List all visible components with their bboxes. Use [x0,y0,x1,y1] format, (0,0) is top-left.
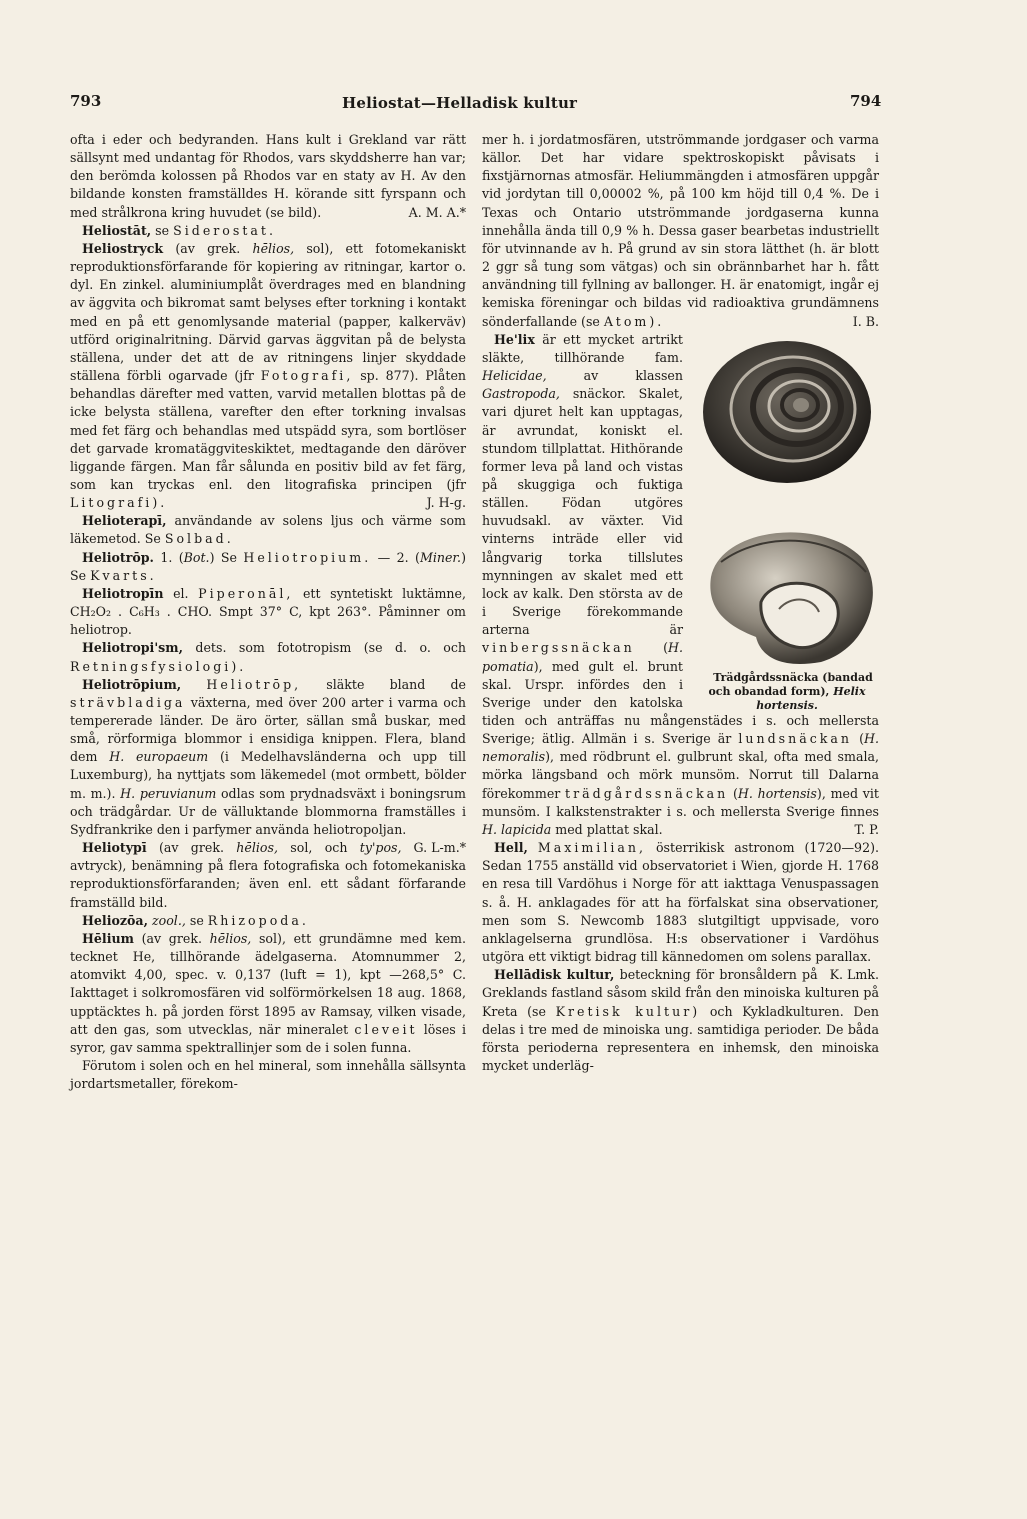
headword: Heliotropīn [82,585,164,601]
left-column [70,131,466,1093]
entry-heliozoa: Heliozōa, zool., se Rhizopoda. [82,912,309,928]
cross-reference: Heliotropium. [243,549,372,565]
snail-shell-top-view-image [701,339,873,485]
entry-heliotropium: Heliotrōpium, Heliotrōp, släkte bland de strävbladiga växterna, med över 200 arter i varma och tempererade länder. De äro örter, sällan små buskar, med små, rörformiga blommor i ensidiga knippen. Flera, bland dem H. europaeum (i Medelhavsländerna och upp till Luxemburg), ha nyttjats som läkemedel (mot ormbett, bölder m. m.). H. peruvianum odlas som prydnadsväxt i boningsrum och trädgårdar. Ur de välluktande blommorna framställes i Sydfrankrike den i parfymer använda heliotropoljan. G. L-m.* [70,676,466,839]
cross-reference: Fotografi, [260,368,354,384]
entry-hell: Hell, Maximilian, österrikisk astronom (1720—92). Sedan 1755 anställd vid observatoriet i Wien, gjorde H. 1768 en resa till Vardöhus i Norge för att iakttaga Venuspassagen s. å. H. anklagades för att ha förfalskat sina observationer, men som S. Newcomb 1883 slutgiltigt uppvisade, voro anklagelserna grundlösa. H:s observationer i Vardöhus utgöra ett viktigt bidrag till kännedomen om solens parallax. K. Lmk. [482,839,879,966]
running-header: Heliostat—Helladisk kultur [342,94,578,112]
headword: Heliotypī [82,840,147,856]
entry-heliotrop: Heliotrōp. 1. (Bot.) Se Heliotropium. — 2. (Miner.) Se Kvarts. [70,549,466,583]
cross-reference: Kvarts. [90,567,157,583]
page-number-left: 793 [70,92,102,110]
figure-caption: Trädgårdssnäcka (bandad och obandad form), Helix hortensis. [708,670,873,712]
headword: Heliotrōp. [82,549,154,565]
headword: Heliozōa, [82,912,148,928]
entry-helladisk-kultur: Hellādisk kultur, beteckning för bronsåldern på Greklands fastland såsom skild från den minoiska kulturen på Kreta (se Kretisk kultur) och Kykladkulturen. Den delas i tre med de minoiska ung. samtidiga perioder. De båda första perioderna representera en inhemsk, den minoiska mycket underläg- [482,967,879,1073]
entry-helium-continued: mer h. i jordatmosfären, utströmmande jordgaser och varma källor. Det har vidare spektroskopiskt påvisats i fixstjärnornas atmosfär. Heliummängden i atmosfären uppgår vid jordytan till 0,00002 %, på 100 km höjd till 0,4 %. De i Texas och Ontario utströmmande jordgaserna kunna innehålla ända till 0,9 % h. Dessa gaser bearbetas industriellt för utvinnande av h. På grund av sin stora lätthet (h. är blott 2 ggr så tung som vätgas) och sin obrännbarhet har h. fått användning till fyllning av ballonger. H. är enatomigt, ingår ej kemiska föreningar och bildas vid radioaktiva grundämnens sönderfallande (se Atom). I. B. [482,131,879,331]
author-signature: G. L-m.* [413,840,466,856]
headword: He'lix [494,331,535,347]
author-signature: K. Lmk. [829,967,879,983]
author-signature: T. P. [854,821,879,837]
headword: Hēlium [82,930,134,946]
entry-helioterapi: Helioterapī, användande av solens ljus och värme som läkemetod. Se Solbad. [70,513,466,547]
cross-reference: Litografi). [70,495,168,511]
cross-reference: Kretisk kultur) [555,1003,701,1019]
headword: Heliotropi'sm, [82,640,183,656]
cross-reference: Siderostat. [173,222,276,238]
entry-heliotypi: Heliotypī (av grek. hēlios, sol, och ty'pos, avtryck), benämning på flera fotografiska och fotomekaniska reproduktionsförfaranden; även enl. ett sådant förfarande framställd bild. [70,840,466,910]
headword: Hell, [494,840,528,856]
headword: Hellādisk kultur, [494,967,615,983]
cross-reference: Solbad. [164,531,234,547]
entry-helios-continued: ofta i eder och bedyranden. Hans kult i Grekland var rätt sällsynt med undantag för Rhodos, vars skyddsherre han var; den berömda kolossen på Rhodos var en staty av H. Av den bildande konsten framställdes H. körande sitt fyrspann och med strålkrona kring huvudet (se bild). A. M. A.* [70,131,466,222]
entry-heliostat: Heliostāt, se Siderostat. [82,222,276,238]
headword: Heliotrōpium, [82,676,182,692]
entry-heliotropin: Heliotropīn el. Piperonāl, ett syntetiskt luktämne, CH₂O₂ . C₆H₃ . CHO. Smpt 37° C, kpt 263°. Påminner om heliotrop. [70,585,466,638]
headword: Heliostryck [82,240,164,256]
cross-reference: Rhizopoda. [207,912,309,928]
cross-reference: Retningsfysiologi). [70,658,247,674]
entry-helium-paragraph: Förutom i solen och en hel mineral, som innehålla sällsynta jordartsmetaller, förekom- [70,1057,466,1092]
headword: Helioterapī, [82,513,167,529]
author-signature: A. M. A.* [408,204,466,220]
snail-shell-side-view-image [701,517,881,667]
snail-figure [691,335,879,712]
author-signature: I. B. [852,313,879,329]
cross-reference: Atom). [603,313,665,329]
page-number-right: 794 [850,92,882,110]
author-signature: J. H-g. [426,495,466,511]
entry-helix: Trädgårdssnäcka (bandad och obandad form), Helix hortensis. He'lix är ett mycket artrikt släkte, tillhörande fam. Helicidae, av klassen Gastropoda, snäckor. Skalet, vari djuret helt kan upptagas, är avrundat, koniskt el. stundom tillplattat. Hithörande former leva på land och vistas på skuggiga och fuktiga ställen. Födan utgöres huvudsakl. av växter. Vid vinterns inträde eller vid långvarig torka tillslutes mynningen av skalet med ett lock av kalk. Den största av de i Sverige förekommande arterna är vinbergssnäckan (H. pomatia), med gult el. brunt skal. Urspr. infördes den i Sverige under den katolska tiden och anträffas nu mångenstädes i s. och mellersta Sverige; ätlig. Allmän i s. Sverige är lundsnäckan (H. nemoralis), med rödbrunt el. gulbrunt skal, ofta med smala, mörka längsband och mörk munsöm. Norrut till Dalarna förekommer trädgårdssnäckan (H. hortensis), med vit munsöm. I kalkstenstrakter i s. och mellersta Sverige finnes H. lapicida med plattat skal. T. P. [482,331,879,839]
entry-heliostryck: Heliostryck (av grek. hēlios, sol), ett fotomekaniskt reproduktionsförfarande för kopiering av ritningar, kartor o. dyl. En zinkel. aluminiumplåt överdrages med en blandning av äggvita och bikromat samt belyses efter torkning i kontakt med en på ett genomlysande material (papper, kalkerväv) utförd originalritning. Därvid garvas äggvitan på de belysta ställena, under det att de av ritningens linjer skyddade ställena förbli ogarvade (jfr Fotografi, sp. 877). Plåten behandlas därefter med vatten, varvid metallen blottas på de icke belysta ställena, varefter den efter torkning invalsas med fet färg och behandlas med utspädd syra, som bortlöser det garvade kromatäggviteskiktet, medtagande den däröver liggande färgen. Man får sålunda en positiv bild av fet färg, som kan tryckas enl. den litografiska principen (jfr Litografi). J. H-g. [70,240,466,512]
entry-heliotropism: Heliotropi'sm, dets. som fototropism (se d. o. och Retningsfysiologi). [70,640,466,674]
right-column [482,131,879,1075]
headword: Heliostāt, [82,222,152,238]
entry-helium: Hēlium (av grek. hēlios, sol), ett grundämne med kem. tecknet He, tillhörande ädelgaserna. Atomnummer 2, atomvikt 4,00, spec. v. 0,137 (luft = 1), kpt —268,5° C. Iakttaget i solkromosfären vid solförmörkelsen 18 aug. 1868, upptäcktes h. på jorden först 1895 av Ramsay, vilken visade, att den gas, som utvecklas, när mineralet cleveit löses i syror, gav samma spektrallinjer som de i solen funna. [70,930,466,1055]
